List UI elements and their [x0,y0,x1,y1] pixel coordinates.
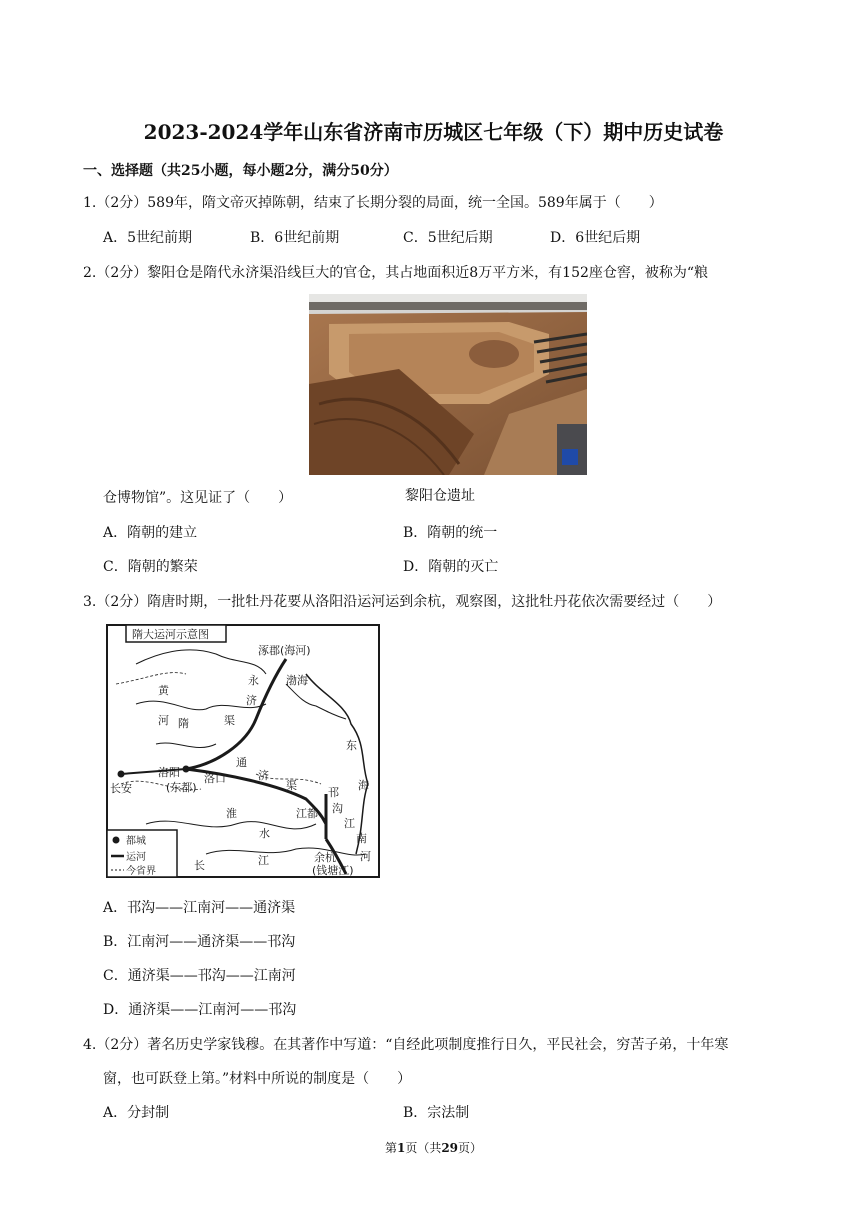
svg-text:沟: 沟 [332,802,343,815]
svg-text:东: 东 [346,739,357,752]
svg-text:都城: 都城 [126,836,146,847]
svg-text:永: 永 [248,674,259,687]
svg-text:运河: 运河 [126,852,146,863]
map-title: 隋大运河示意图 [132,628,209,641]
q2-option-d: D．隋朝的灭亡 [403,559,499,575]
q4-option-b: B．宗法制 [403,1105,470,1121]
q2-option-b: B．隋朝的统一 [403,525,498,541]
svg-text:渤海: 渤海 [286,674,308,687]
question-4-stem: 4.（2分）著名历史学家钱穆。在其著作中写道：“自经此项制度推行日久，平民社会，穷苦子弟，十年寒 [83,1037,729,1053]
q3-option-b: B．江南河——通济渠——邗沟 [103,934,296,950]
svg-text:河: 河 [158,714,169,727]
svg-text:江: 江 [258,854,269,867]
q1-option-c: C．5世纪后期 [403,230,493,246]
svg-text:淮: 淮 [226,807,237,820]
svg-text:水: 水 [259,827,270,840]
section-heading: 一、选择题（共25小题，每小题2分，满分50分） [83,163,398,179]
question-1-stem: 1.（2分）589年，隋文帝灭掉陈朝，结束了长期分裂的局面，统一全国。589年属于（ ） [83,195,663,211]
svg-text:海: 海 [358,779,369,792]
photo-caption: 黎阳仓遗址 [405,488,475,504]
question-3-stem: 3.（2分）隋唐时期，一批牡丹花要从洛阳沿运河运到余杭，观察图，这批牡丹花依次需要经过（ ） [83,594,722,610]
question-4-stem-continued: 窗，也可跃登上第。”材料中所说的制度是（ ） [103,1071,412,1087]
q1-option-a: A．5世纪前期 [103,230,193,246]
question-2-stem-continued: 仓博物馆”。这见证了（ ） [103,490,293,506]
q2-option-a: A．隋朝的建立 [103,525,198,541]
q1-option-d: D．6世纪后期 [550,230,641,246]
page-footer: 第1页（共29页） [384,1141,483,1155]
svg-text:洛阳: 洛阳 [158,766,180,779]
svg-text:长: 长 [194,859,205,872]
svg-text:涿郡(海河): 涿郡(海河) [258,644,311,657]
q3-option-a: A．邗沟——江南河——通济渠 [103,900,296,916]
svg-text:江都: 江都 [296,807,318,820]
svg-text:今省界: 今省界 [126,866,156,877]
grand-canal-map [106,624,380,878]
q3-option-c: C．通济渠——邗沟——江南河 [103,968,296,984]
page-total: 29 [441,1141,459,1155]
svg-text:邗: 邗 [328,786,339,799]
svg-text:黄: 黄 [158,684,169,697]
svg-text:济: 济 [258,769,269,782]
svg-text:(东都): (东都) [166,781,197,794]
watermark-icon [562,449,578,465]
svg-text:隋: 隋 [178,717,189,730]
q1-option-b: B．6世纪前期 [250,230,340,246]
svg-text:河: 河 [360,850,371,863]
svg-text:济: 济 [246,694,257,707]
q4-option-a: A．分封制 [103,1105,170,1121]
svg-text:余杭: 余杭 [314,851,336,864]
page-number: 1 [396,1141,406,1155]
svg-text:长安: 长安 [110,782,132,795]
page-title: 2023-2024学年山东省济南市历城区七年级（下）期中历史试卷 [143,120,724,144]
svg-text:渠: 渠 [286,779,297,792]
q3-option-d: D．通济渠——江南河——邗沟 [103,1002,297,1018]
question-2-stem: 2.（2分）黎阳仓是隋代永济渠沿线巨大的官仓，其占地面积近8万平方米，有152座仓窖，被称为“粮 [83,265,709,281]
liyang-granary-photo [309,294,587,475]
svg-text:(钱塘江): (钱塘江) [312,864,354,877]
q2-option-c: C．隋朝的繁荣 [103,559,198,575]
svg-text:通: 通 [236,756,247,769]
svg-text:江: 江 [344,817,355,830]
svg-text:南: 南 [356,832,367,845]
svg-text:渠: 渠 [224,714,235,727]
svg-text:洛口: 洛口 [204,772,226,785]
